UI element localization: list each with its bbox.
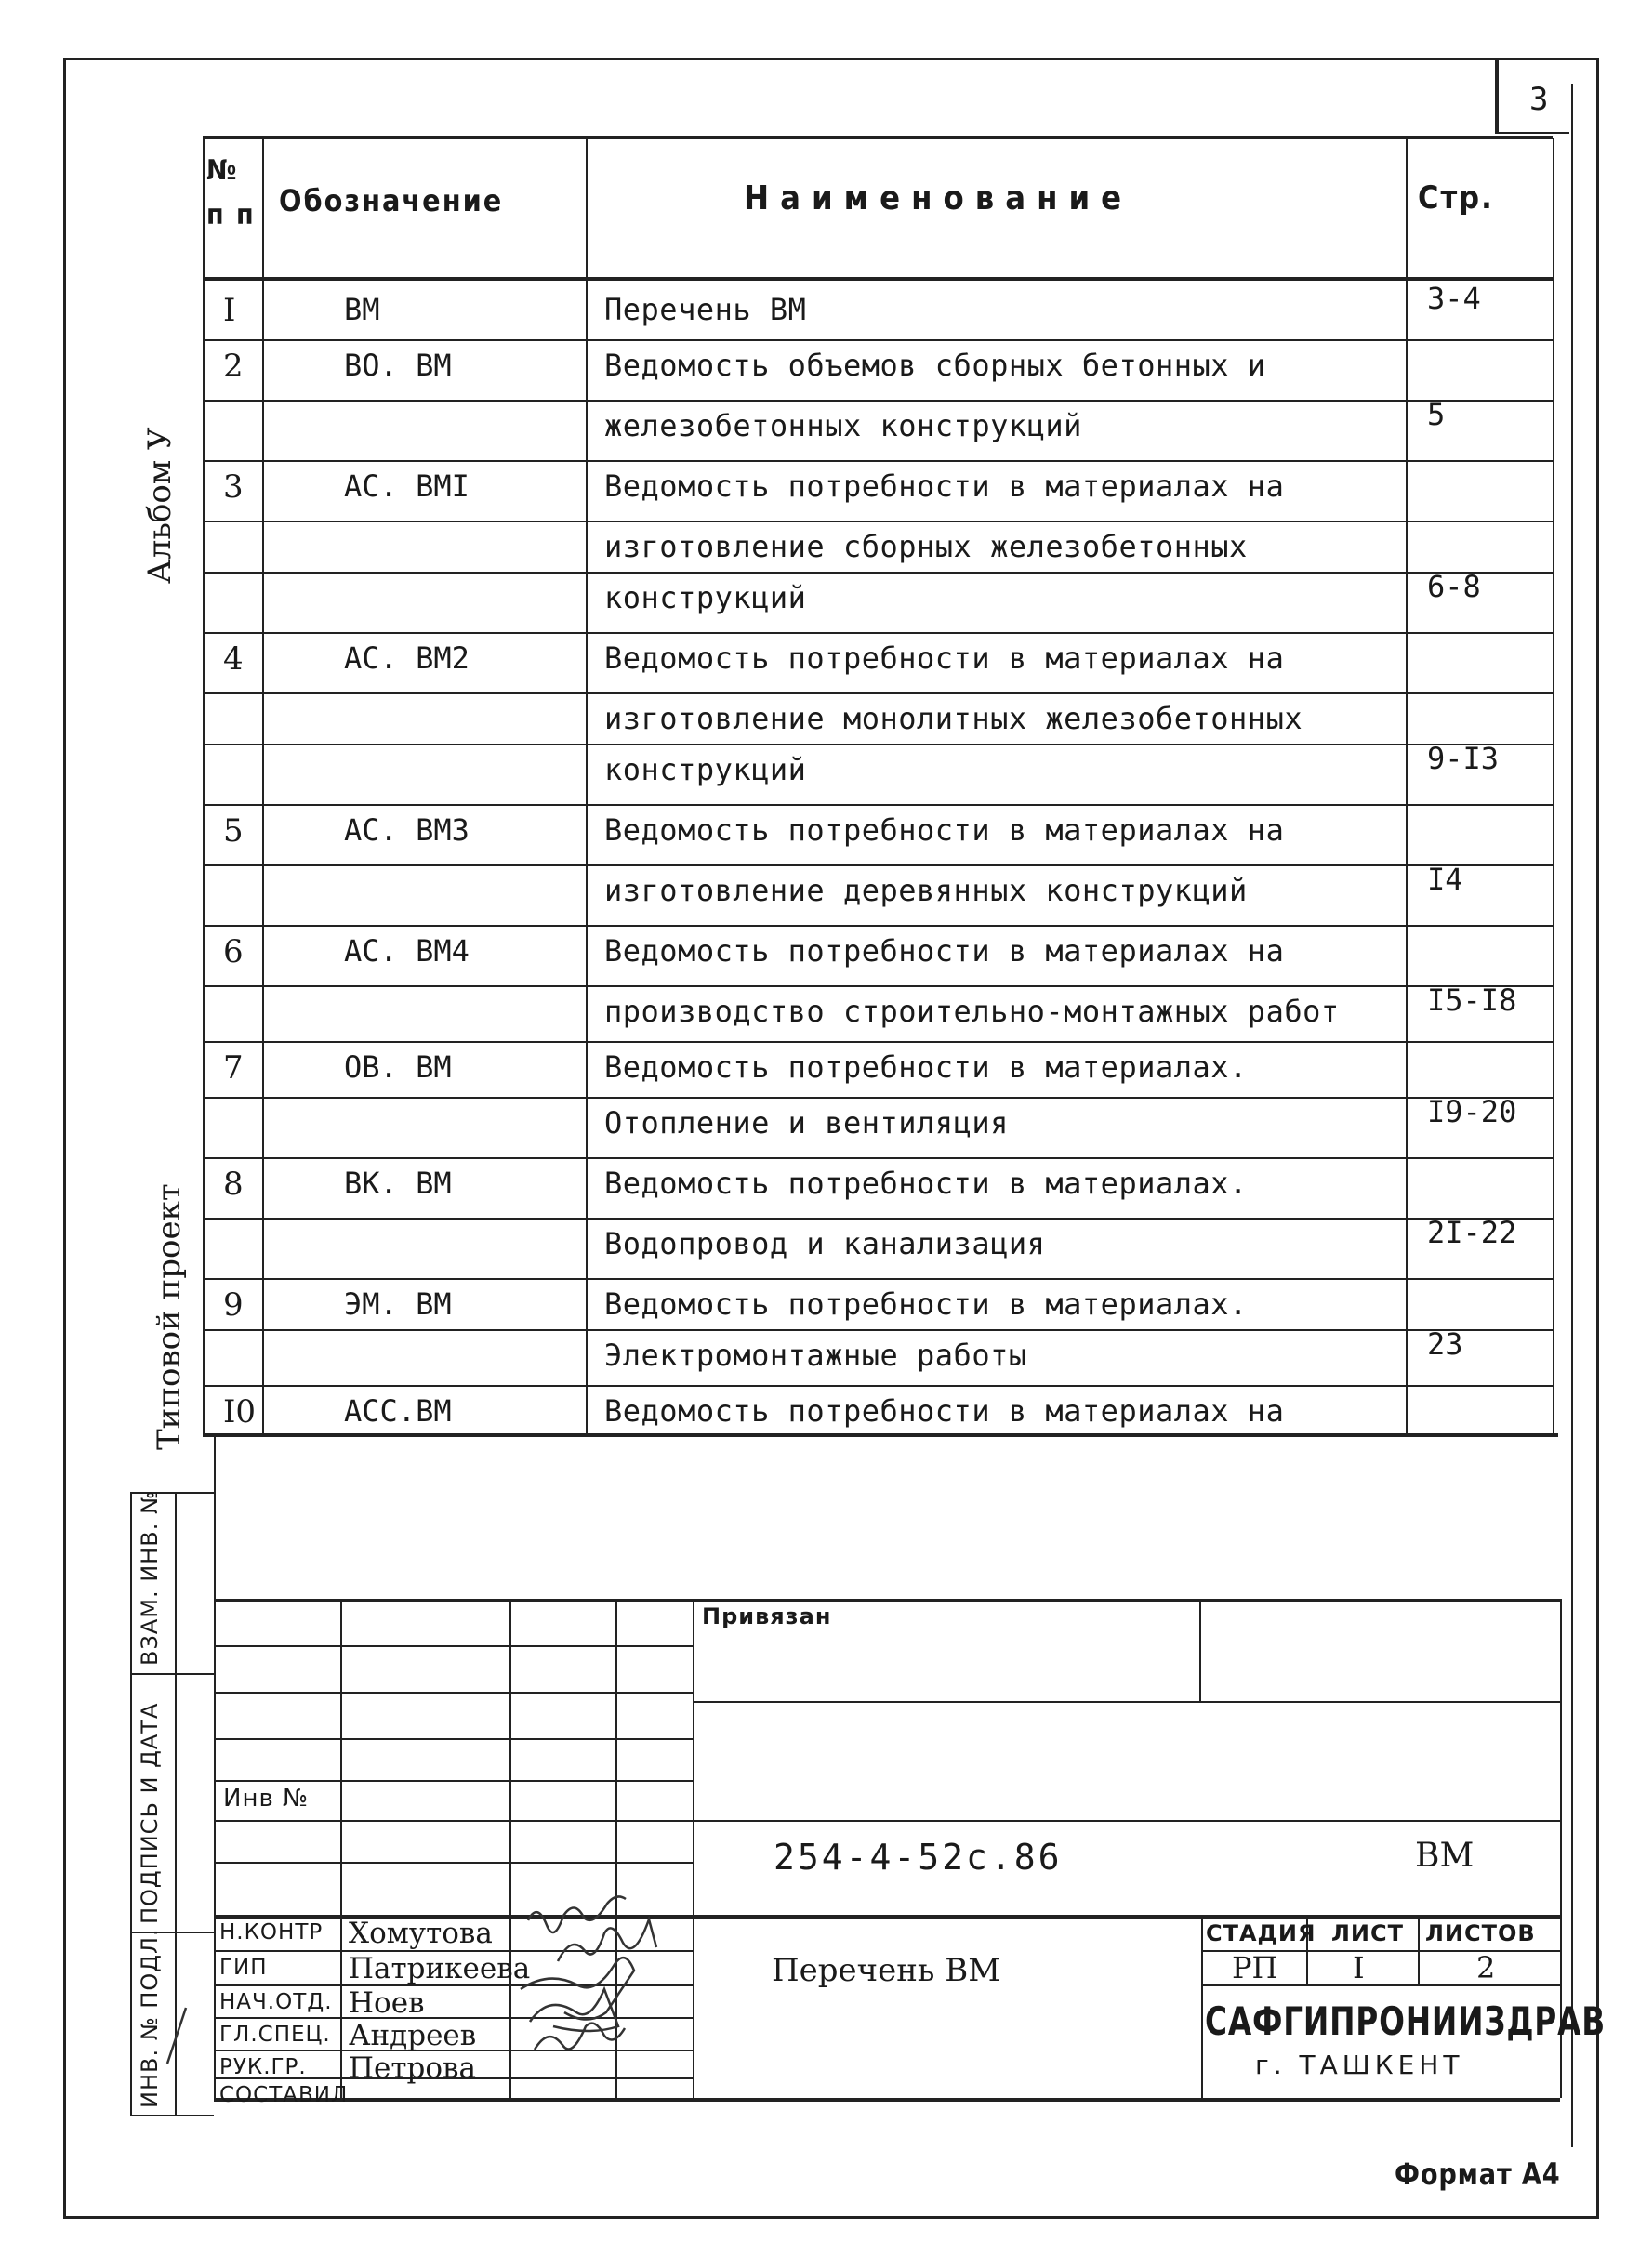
sheets-label: ЛИСТОВ <box>1425 1920 1536 1946</box>
table-cell-name: Ведомость потребности в материалах. <box>604 1286 1248 1322</box>
table-cell-page: I4 <box>1427 862 1463 897</box>
page-number: 3 <box>1529 81 1549 118</box>
table-cell-code: АС. ВМI <box>344 468 470 504</box>
table-cell-code: АСС.ВМ <box>344 1393 452 1429</box>
strip-podpis: ПОДПИСЬ И ДАТА <box>137 1702 163 1924</box>
org-city: г. ТАШКЕНТ <box>1255 2050 1464 2080</box>
table-cell-name: конструкций <box>604 752 807 787</box>
table-cell-name: железобетонных конструкций <box>604 408 1082 443</box>
table-cell-name: производство строительно-монтажных работ <box>604 994 1340 1029</box>
table-cell-code: АС. ВМ3 <box>344 812 470 848</box>
table-cell-name: Ведомость объемов сборных бетонных и <box>604 348 1266 383</box>
table-cell-name: Ведомость потребности в материалах на <box>604 640 1285 676</box>
role-label: ГИП <box>219 1956 268 1980</box>
role-person: Андреев <box>349 2019 477 2052</box>
stage-value: РП <box>1232 1950 1278 1985</box>
privyazan-label: Привязан <box>702 1603 832 1629</box>
role-label: СОСТАВИЛ <box>219 2083 349 2107</box>
format-label: Формат А4 <box>1395 2156 1561 2192</box>
role-person: Петрова <box>349 2051 476 2085</box>
table-cell-name: Перечень ВМ <box>604 292 807 327</box>
table-cell-code: ВО. ВМ <box>344 348 452 383</box>
table-cell-num: I0 <box>223 1393 257 1431</box>
table-cell-name: конструкций <box>604 580 807 615</box>
table-cell-code: ВК. ВМ <box>344 1166 452 1201</box>
role-label: ГЛ.СПЕЦ. <box>219 2023 331 2047</box>
table-cell-code: ВМ <box>344 292 380 327</box>
header-num: № п п <box>206 154 256 231</box>
table-cell-page: I5-I8 <box>1427 982 1517 1018</box>
sheets-value: 2 <box>1476 1950 1496 1985</box>
table-cell-code: АС. ВМ4 <box>344 933 470 969</box>
header-designation: Обозначение <box>279 183 504 218</box>
table-cell-page: 5 <box>1427 397 1446 432</box>
table-cell-name: изготовление монолитных железобетонных <box>604 701 1303 736</box>
table-cell-name: Ведомость потребности в материалах на <box>604 933 1285 969</box>
table-cell-page: 9-I3 <box>1427 741 1500 776</box>
org-name: САФГИПРОНИИЗДРАВ <box>1205 1998 1606 2044</box>
table-cell-name: Ведомость потребности в материалах. <box>604 1049 1248 1085</box>
table-cell-name: изготовление деревянных конструкций <box>604 873 1248 908</box>
role-label: НАЧ.ОТД. <box>219 1990 333 2014</box>
table-cell-num: 2 <box>223 348 244 385</box>
role-person: Хомутова <box>349 1917 493 1950</box>
stage-label: СТАДИЯ <box>1206 1920 1316 1946</box>
role-label: Н.КОНТР <box>219 1920 324 1945</box>
role-person: Патрикеева <box>349 1952 531 1985</box>
project-label: Типовой проект <box>151 1183 188 1450</box>
table-cell-name: Ведомость потребности в материалах на <box>604 1393 1285 1429</box>
header-page: Стр. <box>1418 179 1494 217</box>
table-cell-name: изготовление сборных железобетонных <box>604 529 1248 564</box>
table-cell-num: 7 <box>223 1049 244 1087</box>
sheet-title: Перечень ВМ <box>772 1952 1001 1989</box>
table-cell-page: 3-4 <box>1427 281 1481 316</box>
sheet-value: I <box>1353 1950 1365 1985</box>
table-cell-num: 3 <box>223 468 244 506</box>
table-cell-name: Электромонтажные работы <box>604 1338 1027 1373</box>
table-cell-num: 9 <box>223 1286 244 1324</box>
table-cell-code: ЭМ. ВМ <box>344 1286 452 1322</box>
table-cell-page: 6-8 <box>1427 569 1481 604</box>
strip-inv-podl: ИНВ. № ПОДЛ. <box>137 1928 163 2108</box>
strip-vzam: ВЗАМ. ИНВ. № <box>137 1490 163 1666</box>
album-label: Альбом У <box>141 427 179 584</box>
table-cell-name: Отопление и вентиляция <box>604 1105 1009 1141</box>
table-cell-page: I9-20 <box>1427 1094 1517 1129</box>
header-name: Наименование <box>744 179 1133 218</box>
table-cell-num: 4 <box>223 640 244 678</box>
table-cell-code: АС. ВМ2 <box>344 640 470 676</box>
doc-code: 254-4-52с.86 <box>774 1837 1063 1878</box>
table-cell-page: 2I-22 <box>1427 1215 1517 1250</box>
table-cell-code: ОВ. ВМ <box>344 1049 452 1085</box>
table-cell-name: Ведомость потребности в материалах на <box>604 468 1285 504</box>
role-label: РУК.ГР. <box>219 2055 307 2079</box>
table-cell-page: 23 <box>1427 1326 1463 1362</box>
role-person: Ноев <box>349 1986 425 2020</box>
table-cell-name: Водопровод и канализация <box>604 1226 1046 1261</box>
table-cell-num: 8 <box>223 1166 244 1203</box>
inv-no-label: Инв № <box>223 1785 310 1813</box>
doc-mark: ВМ <box>1415 1837 1475 1875</box>
sheet-label: ЛИСТ <box>1331 1920 1405 1946</box>
table-cell-name: Ведомость потребности в материалах на <box>604 812 1285 848</box>
table-cell-num: I <box>223 292 236 329</box>
table-cell-num: 6 <box>223 933 244 970</box>
table-cell-name: Ведомость потребности в материалах. <box>604 1166 1248 1201</box>
table-cell-num: 5 <box>223 812 244 850</box>
